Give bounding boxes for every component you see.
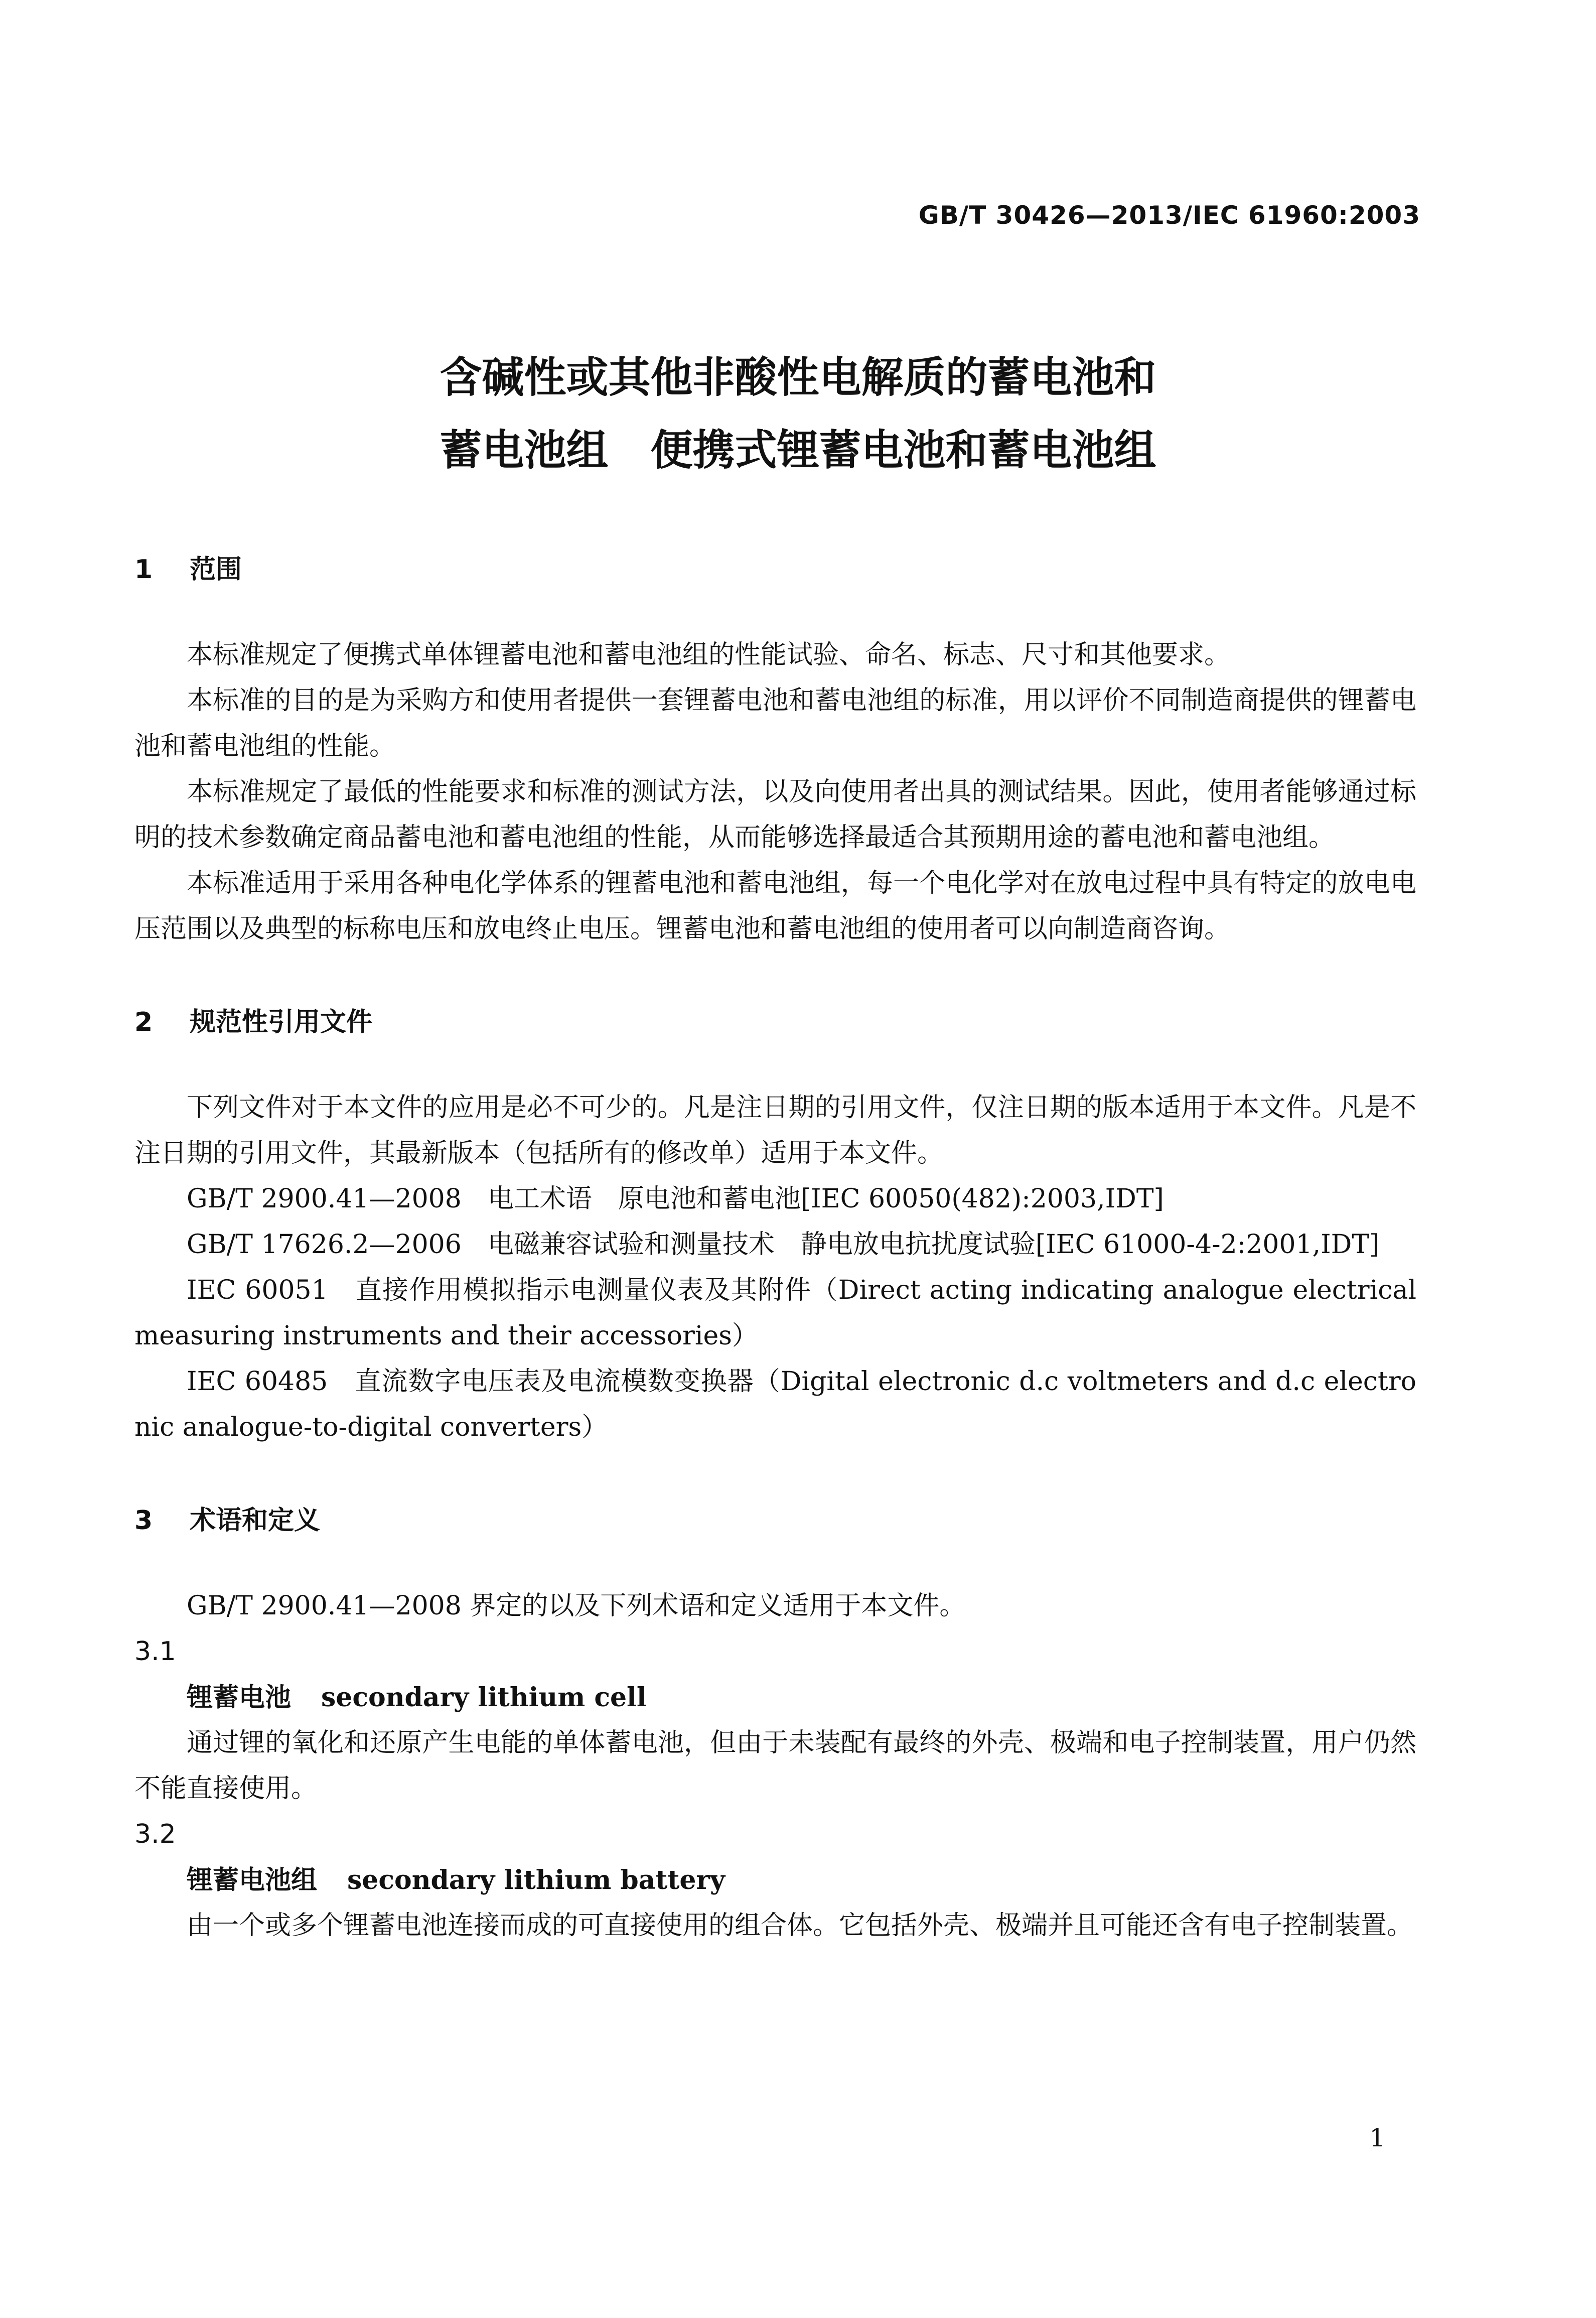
term-name-zh: 锂蓄电池 [187,1682,292,1713]
standard-code: GB/T 30426—2013/IEC 61960:2003 [918,201,1420,230]
paragraph: 本标准规定了便携式单体锂蓄电池和蓄电池组的性能试验、命名、标志、尺寸和其他要求。 [187,640,1231,670]
title-line-2: 蓄电池组 便携式锂蓄电池和蓄电池组 [440,426,1156,475]
reference-item: GB/T 17626.2—2006 电磁兼容试验和测量技术 静电放电抗扰度试验[IEC 61000-4-2:2001,IDT] [187,1230,1380,1260]
term-name-zh: 锂蓄电池组 [187,1865,318,1895]
section-title: 术语和定义 [190,1506,321,1536]
term-name [134,1675,1416,1720]
term-number: 3.2 [134,1819,176,1849]
paragraph: 本标准规定了最低的性能要求和标准的测试方法，以及向使用者出具的测试结果。因此，使用者能够通过标明的技术参数确定商品蓄电池和蓄电池组的性能，从而能够选择最适合其预期用途的蓄电池和蓄电池组。 [134,777,1416,853]
page-number: 1 [1369,2123,1385,2152]
section-3-heading [134,1498,1416,1543]
term-definition: 由一个或多个锂蓄电池连接而成的可直接使用的组合体。它包括外壳、极端并且可能还含有电子控制装置。 [187,1911,1413,1941]
document-title [0,341,1596,487]
section-title: 规范性引用文件 [190,1007,373,1037]
reference-item: IEC 60051 直接作用模拟指示电测量仪表及其附件（Direct acting indicating analogue electrical measuring instruments and their accessories） [134,1275,1416,1351]
section-number: 3 [134,1506,153,1536]
section-title: 范围 [190,555,242,585]
section-number: 2 [134,1007,153,1037]
section-1-heading [134,547,1416,592]
paragraph: 本标准的目的是为采购方和使用者提供一套锂蓄电池和蓄电池组的标准，用以评价不同制造商提供的锂蓄电池和蓄电池组的性能。 [134,686,1416,761]
section-number: 1 [134,555,153,585]
reference-item: GB/T 2900.41—2008 电工术语 原电池和蓄电池[IEC 60050(482):2003,IDT] [187,1184,1164,1214]
paragraph: 下列文件对于本文件的应用是必不可少的。凡是注日期的引用文件，仅注日期的版本适用于本文件。凡是不注日期的引用文件，其最新版本（包括所有的修改单）适用于本文件。 [134,1093,1416,1168]
reference-item: IEC 60485 直流数字电压表及电流模数变换器（Digital electronic d.c voltmeters and d.c electronic analogue-to-digital converters） [134,1367,1416,1442]
paragraph: 本标准适用于采用各种电化学体系的锂蓄电池和蓄电池组，每一个电化学对在放电过程中具有特定的放电电压范围以及典型的标称电压和放电终止电压。锂蓄电池和蓄电池组的使用者可以向制造商咨询。 [134,868,1416,944]
term-name [134,1857,1416,1903]
section-2-heading [134,1000,1416,1045]
document-body [134,547,1416,1949]
term-number: 3.1 [134,1637,176,1667]
term-name-en: secondary lithium cell [321,1682,647,1713]
paragraph: GB/T 2900.41—2008 界定的以及下列术语和定义适用于本文件。 [187,1591,966,1621]
term-definition: 通过锂的氧化和还原产生电能的单体蓄电池，但由于未装配有最终的外壳、极端和电子控制装置，用户仍然不能直接使用。 [134,1728,1416,1804]
title-line-1: 含碱性或其他非酸性电解质的蓄电池和 [440,353,1156,402]
term-name-en: secondary lithium battery [347,1865,726,1895]
